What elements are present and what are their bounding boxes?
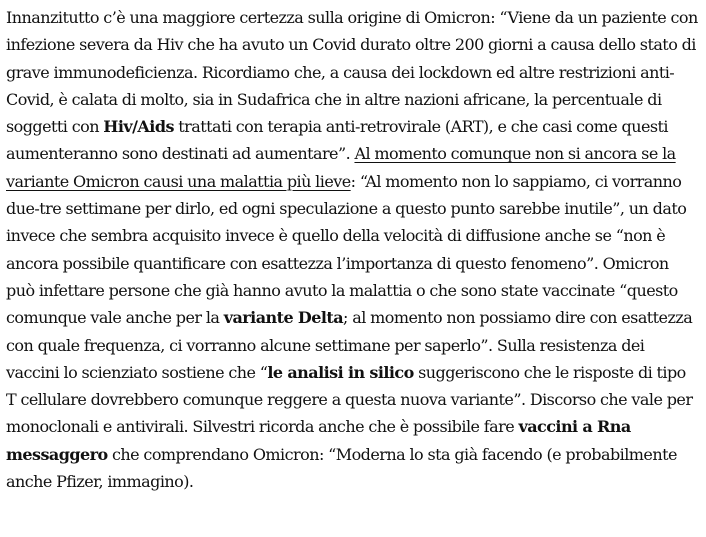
text-run: suggeriscono che le risposte di tipo T cellulare dovrebbero comunque reggere a questa nuova variante”. Discorso che vale per monoclonali e antivirali. Silvestri ricorda anche che è possibile fare	[6, 362, 693, 437]
article-paragraph	[6, 0, 698, 495]
bold-term-variante-delta: variante Delta	[223, 308, 344, 328]
text-run: trattati con terapia anti-retrovirale (ART), e che casi come questi aumenteranno sono destinati ad aumentare”.	[6, 117, 668, 164]
text-run: Innanzitutto c’è una maggiore certezza sulla origine di Omicron: “Viene da un paziente con infezione severa da Hiv che ha avuto un Covid durato oltre 200 giorni a causa dello stato di grave immunodeficienza. Ricordiamo che, a causa dei lockdown ed altre restrizioni anti-Covid, è calata di molto, sia in Sudafrica che in altre nazioni africane, la percentuale di soggetti con	[6, 8, 698, 137]
text-run: che comprendano Omicron: “Moderna lo sta già facendo (e probabilmente anche Pfizer, immagino).	[6, 444, 677, 492]
text-run: : “Al momento non lo sappiamo, ci vorranno due-tre settimane per dirlo, ed ogni speculazione a questo punto sarebbe inutile”, un dato invece che sembra acquisito invece è quello della velocità di diffusione anche se “non è ancora possibile quantificare con esattezza l’importanza di questo fenomeno”. Omicron può infettare persone che già hanno avuto la malattia o che sono state vaccinate “questo comunque vale anche per la	[6, 171, 687, 328]
omicron-severity-link[interactable]: Al momento comunque non si ancora se la variante Omicron causi una malattia più lieve	[6, 144, 676, 191]
bold-term-hiv-aids: Hiv/Aids	[103, 117, 174, 137]
bold-term-vaccini-rna: vaccini a Rna messaggero	[6, 417, 631, 464]
text-run: ; al momento non possiamo dire con esattezza con quale frequenza, ci vorranno alcune settimane per saperlo”. Sulla resistenza dei vaccini lo scienziato sostiene che “	[6, 308, 693, 382]
bold-term-analisi-in-silico: le analisi in silico	[267, 362, 414, 382]
